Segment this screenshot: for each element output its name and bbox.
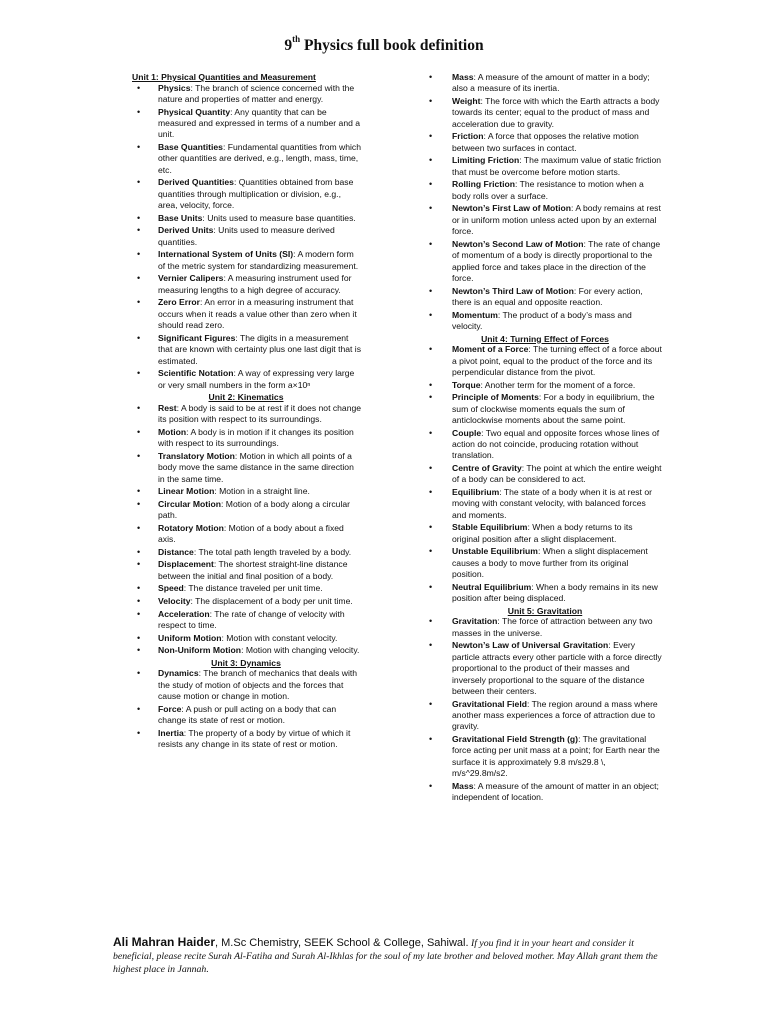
definition-item [130,142,362,176]
definition-list-unit-1 [130,83,362,391]
definition-term: Significant Figures [158,332,236,343]
definition-item [130,728,362,751]
definition-text: : The point at which the entire weight of a body can be considered to act. [452,463,662,485]
definition-term: Torque [452,379,481,390]
definition-item [130,559,362,582]
definition-term: Couple [452,427,482,438]
definition-item [428,344,662,378]
definition-term: Mass [452,72,474,82]
definition-text: : Motion in which all points of a body move the same distance in the same direction in the same time. [158,450,354,484]
definition-term: Stable Equilibrium [452,522,528,533]
definition-item [130,368,362,391]
definition-item [130,213,362,224]
definition-term: Displacement [158,559,214,570]
definition-text: : The gravitational force acting per unit mass at a point; for Earth near the surface it is approximately 9.8 m/s29.8 \, m/s^29.8m/s2. [452,734,660,779]
definition-item [130,333,362,367]
definition-text: : Motion with changing velocity. [241,645,360,656]
definition-item [130,273,362,296]
author-name: Ali Mahran Haider [113,935,216,949]
definition-term: Gravitational Field Strength (g) [452,734,579,745]
title-number: 9 [284,37,293,55]
definition-text: : The force with which the Earth attracts a body towards its center; equal to the product of mass and acceleration due to gravity. [452,96,660,129]
definition-item [428,96,662,130]
definition-text: : The digits in a measurement that are known with certainty plus one last digit that is estimated. [158,332,362,366]
definition-item [428,72,662,95]
definition-term: Moment of a Force [452,344,529,355]
definition-term: Velocity [158,596,191,606]
definition-item [428,155,662,178]
definition-item [130,249,362,272]
definition-list-unit-5 [428,616,662,803]
dedication-text: If you find it in your heart and consider it beneficial, please recite Surah Al-Fatiha and Surah Al-Ikhlas for the soul of my late brother and beloved mother. May Allah grant them the highest place in Jannah. [113,938,658,975]
definition-item [428,734,662,780]
definition-item [428,640,662,697]
definition-term: Circular Motion [158,498,222,509]
definition-list-unit-3a [130,668,362,750]
definition-text: : The total path length traveled by a body. [193,546,352,557]
definition-item [428,546,662,580]
definition-text: : When a slight displacement causes a body to move further from its original position. [452,546,648,580]
definition-item [130,83,362,106]
definition-term: Physical Quantity [158,106,231,117]
unit-heading-4: Unit 4: Turning Effect of Forces [481,333,609,344]
definition-item [130,177,362,211]
definition-text: : An error in a measuring instrument that occurs when it reads a value other than zero when it should read zero. [158,297,357,331]
definition-text: : Motion with constant velocity. [221,632,338,643]
definition-text: : The resistance to motion when a body rolls over a surface. [452,179,644,201]
title-superscript: th [292,34,301,44]
definition-text: : Motion in a straight line. [214,486,310,497]
definition-text: : A body remains at rest or in uniform motion unless acted upon by an external force. [452,203,661,237]
definition-text: : Units used to measure derived quantities. [158,225,335,247]
definition-term: Mass [452,780,474,791]
definition-term: Rolling Friction [452,179,516,190]
definition-term: Centre of Gravity [452,463,522,474]
definition-term: Base Units [158,212,203,223]
definition-item [130,609,362,632]
definition-text: : The rate of change of velocity with respect to time. [158,608,345,630]
definition-text: : Fundamental quantities from which other quantities are derived, e.g., length, mass, time, etc. [158,142,361,175]
definition-text: : The property of a body by virtue of which it resists any change in its state of rest or motion. [158,727,351,750]
definition-term: Vernier Calipers [158,273,224,284]
definition-item [130,523,362,546]
unit-heading-2: Unit 2: Kinematics [208,392,284,403]
definition-item [130,645,362,656]
definition-term: Linear Motion [158,486,215,497]
definition-term: Inertia [158,727,184,738]
left-column [130,72,362,752]
definition-text: : A force that opposes the relative motion between two surfaces in contact. [452,131,639,153]
definition-term: Distance [158,546,194,557]
definition-item [130,107,362,141]
definition-text: : Another term for the moment of a force. [480,379,636,390]
definition-list-unit-4 [428,344,662,604]
definition-text: : A push or pull acting on a body that can change its state of rest or motion. [158,703,337,726]
definition-term: Weight [452,96,481,106]
definition-item [130,297,362,331]
definition-term: Equilibrium [452,487,500,498]
definition-term: Newton’s Law of Universal Gravitation [452,640,609,651]
definition-term: Uniform Motion [158,632,222,643]
definition-text: : For every action, there is an equal and opposite reaction. [452,285,643,308]
definition-term: Derived Quantities [158,177,234,188]
definition-item [130,486,362,497]
definition-item [130,225,362,248]
definition-text: : A measure of the amount of matter in an object; independent of location. [452,780,659,803]
definition-text: : A body is said to be at rest if it does not change its position with respect to its surroundings. [158,402,362,425]
definition-text: : The force of attraction between any two masses in the universe. [452,616,653,638]
definition-list-unit-2 [130,403,362,657]
definition-term: Physics [158,82,191,93]
definition-text: : When a body remains in its new position after being displaced. [452,581,658,604]
definition-term: Non-Uniform Motion [158,645,242,656]
definition-text: : When a body returns to its original position after a slight displacement. [452,522,633,544]
definition-text: : The displacement of a body per unit time. [190,596,353,606]
definition-item [428,286,662,309]
definition-text: : The product of a body’s mass and velocity. [452,309,632,332]
definition-text: : Motion of a body about a fixed axis. [158,522,344,545]
definition-item [130,583,362,594]
definition-term: Speed [158,583,184,594]
definition-term: Principle of Moments [452,392,539,403]
definition-item [428,428,662,462]
definition-text: : A body is in motion if it changes its position with respect to its surroundings. [158,426,354,449]
definition-term: International System of Units (SI) [158,249,294,260]
definition-text: : A measuring instrument used for measuring lengths to a high degree of accuracy. [158,273,352,295]
definition-text: : The branch of science concerned with the nature and properties of matter and energy. [158,82,355,104]
definition-text: : The branch of mechanics that deals with the study of motion of objects and the forces that cause motion or change in motion. [158,668,358,702]
definition-term: Friction [452,131,484,142]
definition-text: : The rate of change of momentum of a body is directly proportional to the applied force and takes place in the direction of the force. [452,238,661,284]
definition-term: Derived Units [158,225,214,236]
page-title [0,36,768,55]
definition-item [130,633,362,644]
definition-item [428,131,662,154]
unit-heading-1: Unit 1: Physical Quantities and Measurement [132,72,316,82]
definition-item [428,582,662,605]
definition-item [130,596,362,607]
definition-term: Zero Error [158,297,201,308]
definition-item [428,203,662,237]
definition-text: : Two equal and opposite forces whose lines of action do not coincide, producing rotation without translation. [452,427,660,461]
definition-item [130,668,362,702]
definition-text: : A measure of the amount of matter in a body; also a measure of its inertia. [452,72,650,94]
definition-item [428,616,662,639]
title-text: Physics full book definition [300,37,484,55]
definition-item [428,239,662,285]
definition-item [130,547,362,558]
definition-text: : For a body in equilibrium, the sum of clockwise moments equals the sum of anticlockwise moments about the same point. [452,392,655,426]
definition-term: Newton’s Second Law of Motion [452,238,584,249]
definition-text: : The distance traveled per unit time. [183,583,323,594]
definition-term: Newton’s First Law of Motion [452,203,572,214]
author-credentials: , M.Sc Chemistry, SEEK School & College, Sahiwal. [215,937,469,949]
definition-text: : Any quantity that can be measured and expressed in terms of a number and a unit. [158,106,361,140]
definition-item [428,487,662,521]
definition-text: : The region around a mass where another mass experiences a force of attraction due to gravity. [452,698,658,732]
definition-item [428,380,662,391]
definition-text: : The state of a body when it is at rest or moving with constant velocity, with balanced forces and moments. [452,487,652,520]
definition-item [428,463,662,486]
definition-term: Translatory Motion [158,450,235,461]
definition-term: Rotatory Motion [158,522,224,533]
definition-text: : The turning effect of a force about a pivot point, equal to the product of the force and its perpendicular distance from the pivot. [452,344,662,378]
definition-text: : The maximum value of static friction that must be overcome before motion starts. [452,155,662,177]
definition-list-unit-3b [428,72,662,332]
definition-item [428,310,662,333]
definition-item [428,392,662,426]
definition-item [428,781,662,804]
unit-heading-3: Unit 3: Dynamics [211,657,281,668]
definition-term: Rest [158,402,177,413]
definition-term: Force [158,703,182,714]
definition-term: Motion [158,426,187,437]
footer-note [113,936,661,976]
definition-term: Neutral Equilibrium [452,581,532,592]
definition-term: Newton’s Third Law of Motion [452,285,574,296]
definition-item [130,403,362,426]
definition-text: : A modern form of the metric system for standardizing measurement. [158,249,359,271]
right-column [428,72,662,805]
definition-item [130,451,362,485]
definition-term: Scientific Notation [158,368,234,379]
definition-item [130,499,362,522]
definition-item [130,427,362,450]
definition-text: : A way of expressing very large or very small numbers in the form a×10ⁿ [158,368,355,390]
definition-text: : Motion of a body along a circular path. [158,498,351,521]
definition-term: Dynamics [158,668,199,679]
definition-term: Gravitation [452,616,498,627]
definition-term: Momentum [452,309,498,320]
definition-term: Base Quantities [158,142,223,152]
definition-text: : The shortest straight-line distance between the initial and final position of a body. [158,559,348,581]
definition-term: Unstable Equilibrium [452,546,538,557]
definition-term: Limiting Friction [452,155,520,166]
unit-heading-5: Unit 5: Gravitation [507,605,583,616]
definition-item [428,522,662,545]
definition-term: Acceleration [158,608,210,619]
definition-term: Gravitational Field [452,698,527,709]
definition-item [130,704,362,727]
definition-text: : Units used to measure base quantities. [202,212,356,223]
definition-text: : Quantities obtained from base quantities through multiplication or division, e.g., area, velocity, force. [158,177,354,211]
definition-item [428,699,662,733]
definition-item [428,179,662,202]
definition-text: : Every particle attracts every other particle with a force directly proportional to the product of their masses and inversely proportional to the square of the distance between their centers. [452,640,662,697]
